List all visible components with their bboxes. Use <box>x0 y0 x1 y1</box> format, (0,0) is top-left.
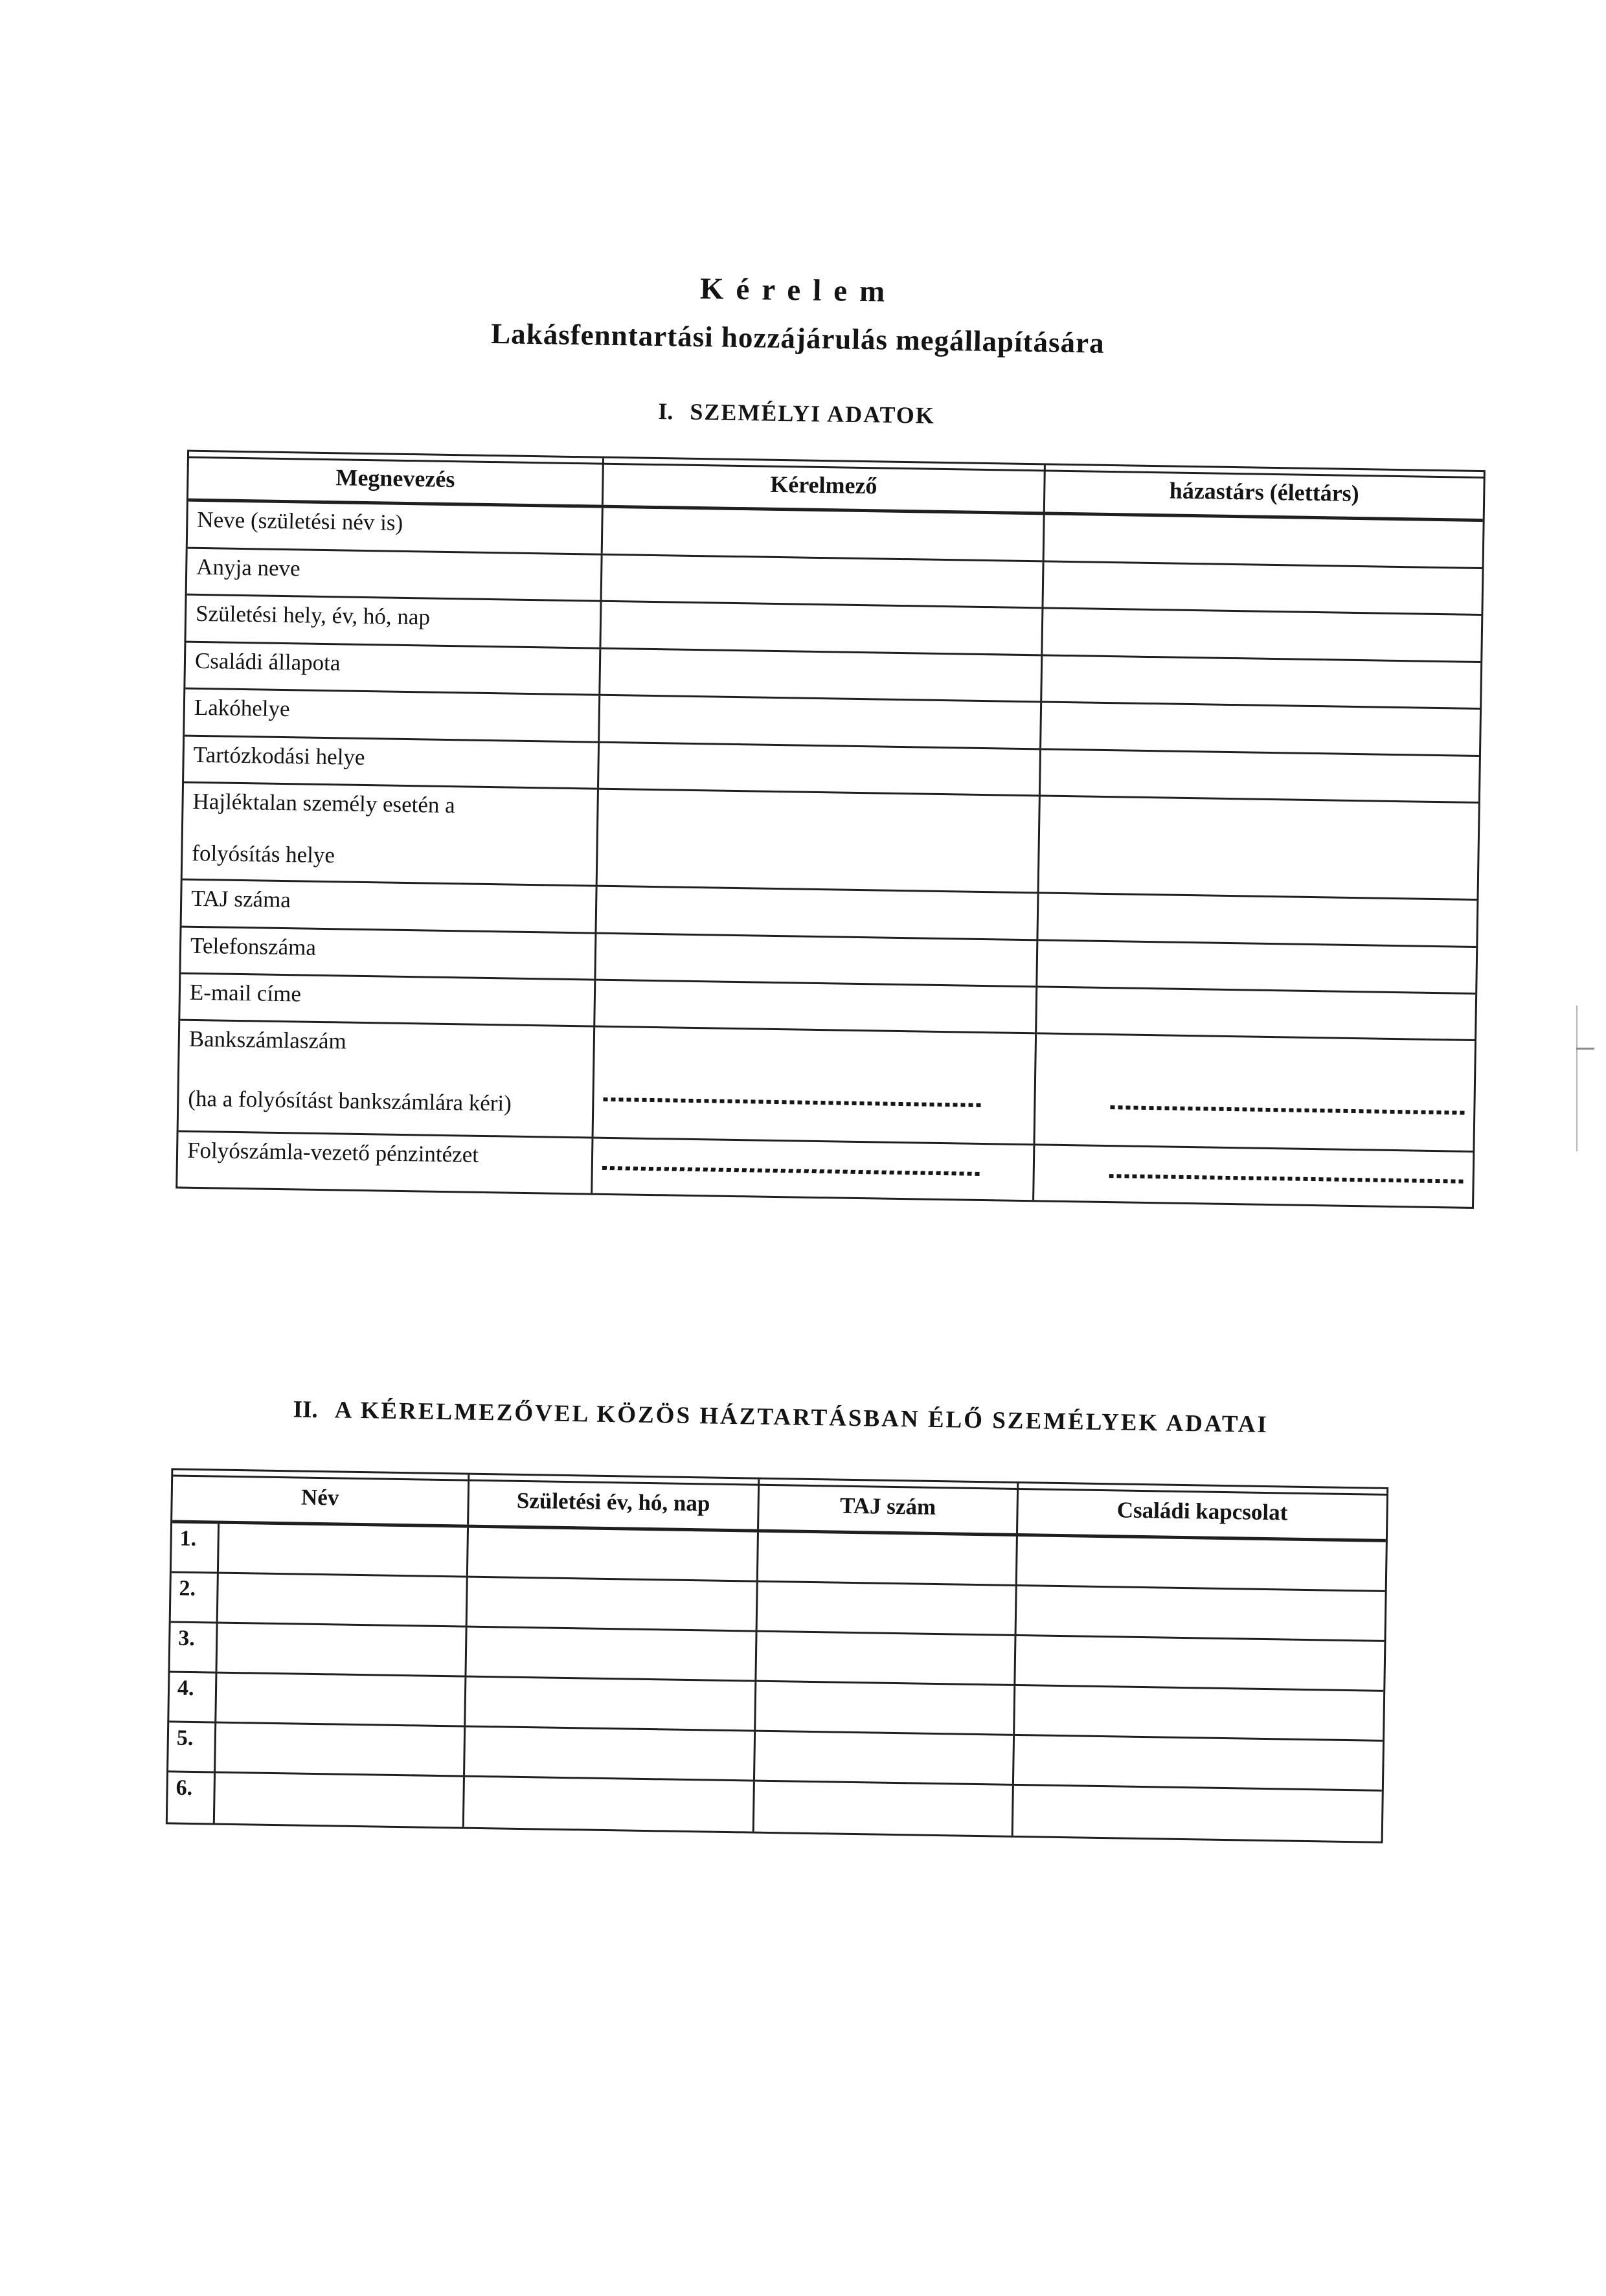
birthdate-cell <box>468 1578 758 1630</box>
name-cell <box>219 1524 469 1576</box>
spouse-cell <box>1041 703 1480 755</box>
section2-heading <box>0 1391 1584 1444</box>
birthdate-cell <box>466 1628 757 1680</box>
name-cell <box>216 1674 466 1726</box>
section2-title: A KÉRELMEZŐVEL KÖZÖS HÁZTARTÁSBAN ÉLŐ SZEMÉLYEK ADATAI <box>334 1397 1269 1439</box>
row-number: 3. <box>178 1626 196 1651</box>
relation-cell <box>1015 1636 1384 1690</box>
column-header-megnevezes: Megnevezés <box>188 452 604 505</box>
name-cell <box>218 1574 468 1626</box>
field-label: Anyja neve <box>196 554 300 581</box>
field-label: Lakóhelye <box>194 694 290 722</box>
field-label: Folyószámla-vezető pénzintézet <box>187 1137 479 1167</box>
taj-cell <box>754 1782 1014 1836</box>
dotted-fill-line <box>1109 1174 1465 1184</box>
row-number: 6. <box>175 1775 193 1801</box>
section1-heading <box>0 387 1600 440</box>
applicant-cell <box>594 1028 1037 1144</box>
spouse-cell <box>1037 941 1476 993</box>
birthdate-cell <box>464 1777 755 1832</box>
field-label-line2: folyósítás helye <box>192 840 335 868</box>
applicant-cell <box>602 556 1045 607</box>
spouse-cell <box>1042 656 1480 708</box>
page-subtitle: Lakásfenntartási hozzájárulás megállapítására <box>490 317 1105 359</box>
spouse-cell <box>1038 894 1476 946</box>
scan-artifact <box>1576 1006 1578 1151</box>
field-label: Tartózkodási helye <box>193 741 365 770</box>
taj-cell <box>756 1682 1015 1734</box>
spouse-cell <box>1043 562 1482 614</box>
row-number: 1. <box>179 1526 197 1551</box>
birthdate-cell <box>465 1728 756 1780</box>
row-number: 2. <box>179 1576 196 1601</box>
taj-cell <box>755 1732 1015 1784</box>
applicant-cell <box>600 649 1043 701</box>
name-cell <box>215 1773 465 1827</box>
spouse-cell <box>1034 1145 1473 1207</box>
taj-cell <box>758 1582 1017 1634</box>
field-label: E-mail címe <box>189 979 302 1007</box>
field-label: Telefonszáma <box>190 932 317 960</box>
spouse-cell <box>1043 609 1481 661</box>
spouse-cell <box>1037 987 1475 1039</box>
column-header-kerelmezo: Kérelmező <box>604 458 1046 512</box>
applicant-cell <box>595 981 1037 1033</box>
section1-title: SZEMÉLYI ADATOK <box>690 398 936 429</box>
relation-cell <box>1015 1686 1383 1740</box>
field-label: Születési hely, év, hó, nap <box>195 600 431 630</box>
field-label: Családi állapota <box>194 647 341 676</box>
column-header-taj: TAJ szám <box>759 1480 1019 1533</box>
spouse-cell <box>1035 1034 1475 1151</box>
table-row-bank-account <box>179 1021 1475 1153</box>
birthdate-cell <box>466 1678 756 1730</box>
scan-artifact <box>1576 1048 1594 1050</box>
applicant-cell <box>599 743 1041 795</box>
field-label: Hajléktalan személy esetén a <box>192 788 456 818</box>
dotted-fill-line <box>603 1097 982 1107</box>
column-header-nev: Név <box>172 1470 469 1524</box>
column-header-hazastars: házastárs (élettárs) <box>1169 477 1360 507</box>
personal-data-table <box>175 450 1486 1209</box>
field-label: TAJ száma <box>190 885 291 913</box>
taj-cell <box>756 1632 1016 1684</box>
spouse-cell <box>1039 796 1478 899</box>
applicant-cell <box>601 602 1043 655</box>
section2-number: II. <box>293 1396 319 1423</box>
applicant-cell <box>598 790 1041 892</box>
name-cell <box>216 1724 466 1775</box>
page-title: Kérelem <box>699 272 898 309</box>
column-header-csaladi: Családi kapcsolat <box>1116 1496 1288 1525</box>
household-members-table <box>166 1468 1388 1843</box>
field-label-line2: (ha a folyósítást bankszámlára kéri) <box>188 1085 512 1116</box>
column-header-szuletesi: Születési év, hó, nap <box>469 1475 760 1529</box>
birthdate-cell <box>468 1528 759 1581</box>
applicant-cell <box>600 696 1042 748</box>
dotted-fill-line <box>1110 1105 1466 1115</box>
name-cell <box>217 1624 467 1676</box>
field-label: Neve (születési név is) <box>197 506 403 535</box>
field-label: Bankszámlaszám <box>188 1026 347 1054</box>
dotted-fill-line <box>602 1166 981 1176</box>
spouse-cell <box>1041 750 1479 802</box>
spouse-cell <box>1045 515 1483 567</box>
row-number: 5. <box>176 1726 194 1751</box>
relation-cell <box>1017 1536 1386 1590</box>
applicant-cell <box>603 508 1045 561</box>
applicant-cell <box>596 934 1038 986</box>
relation-cell <box>1017 1586 1385 1640</box>
applicant-cell <box>597 887 1039 940</box>
row-number: 4. <box>177 1676 194 1701</box>
relation-cell <box>1013 1786 1382 1841</box>
section1-number: I. <box>658 398 673 425</box>
relation-cell <box>1014 1736 1383 1790</box>
taj-cell <box>758 1533 1018 1584</box>
applicant-cell <box>593 1139 1035 1200</box>
